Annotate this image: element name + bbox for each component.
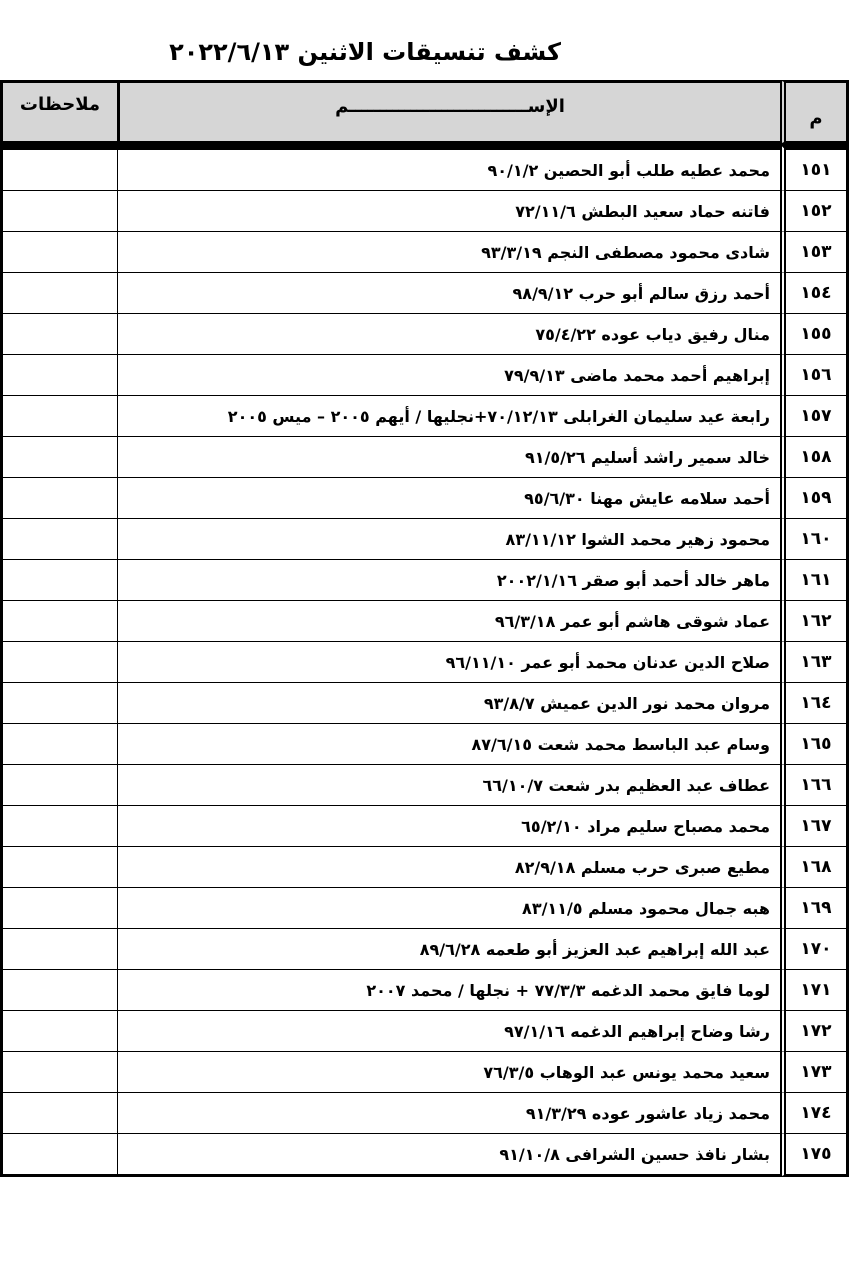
row-notes <box>0 273 117 314</box>
row-name: عطاف عبد العظيم بدر شعت ٦٦/١٠/٧ <box>117 765 780 806</box>
row-number: ١٦٨ <box>780 847 849 888</box>
header-number-label: م <box>809 107 823 129</box>
row-notes <box>0 437 117 478</box>
row-name: محمد عطيه طلب أبو الحصين ٩٠/١/٢ <box>117 144 780 191</box>
table-row <box>0 929 849 970</box>
table-row <box>0 1011 849 1052</box>
row-name: مطيع صبرى حرب مسلم ٨٢/٩/١٨ <box>117 847 780 888</box>
table-row <box>0 519 849 560</box>
row-notes <box>0 724 117 765</box>
row-number: ١٦٠ <box>780 519 849 560</box>
row-number: ١٧٥ <box>780 1134 849 1177</box>
row-notes <box>0 806 117 847</box>
row-name: فاتنه حماد سعيد البطش ٧٢/١١/٦ <box>117 191 780 232</box>
row-number: ١٦٩ <box>780 888 849 929</box>
row-notes <box>0 642 117 683</box>
row-number: ١٧٠ <box>780 929 849 970</box>
row-notes <box>0 601 117 642</box>
row-notes <box>0 314 117 355</box>
row-notes <box>0 1052 117 1093</box>
table-row <box>0 1052 849 1093</box>
row-number: ١٧٢ <box>780 1011 849 1052</box>
table-row <box>0 273 849 314</box>
row-number: ١٥٧ <box>780 396 849 437</box>
table-row <box>0 314 849 355</box>
table-row <box>0 355 849 396</box>
row-number: ١٥٦ <box>780 355 849 396</box>
row-name: محمد مصباح سليم مراد ٦٥/٢/١٠ <box>117 806 780 847</box>
row-number: ١٦٣ <box>780 642 849 683</box>
table-row <box>0 765 849 806</box>
row-name: لوما فايق محمد الدغمه ٧٧/٣/٣ + نجلها / محمد ٢٠٠٧ <box>117 970 780 1011</box>
header-row <box>0 80 849 144</box>
row-notes <box>0 1093 117 1134</box>
table-body <box>0 144 849 1177</box>
row-name: محمد زياد عاشور عوده ٩١/٣/٢٩ <box>117 1093 780 1134</box>
row-number: ١٥٤ <box>780 273 849 314</box>
row-notes <box>0 847 117 888</box>
row-notes <box>0 232 117 273</box>
row-notes <box>0 765 117 806</box>
row-notes <box>0 519 117 560</box>
row-notes <box>0 970 117 1011</box>
row-notes <box>0 355 117 396</box>
table-row <box>0 144 849 191</box>
row-name: عماد شوقى هاشم أبو عمر ٩٦/٣/١٨ <box>117 601 780 642</box>
row-number: ١٥٨ <box>780 437 849 478</box>
row-name: سعيد محمد يونس عبد الوهاب ٧٦/٣/٥ <box>117 1052 780 1093</box>
page-title: كشف تنسيقات الاثنين ٢٠٢٢/٦/١٣ <box>169 38 561 66</box>
row-name: رشا وضاح إبراهيم الدغمه ٩٧/١/١٦ <box>117 1011 780 1052</box>
row-notes <box>0 191 117 232</box>
row-name: عبد الله إبراهيم عبد العزيز أبو طعمه ٨٩/٦/٢٨ <box>117 929 780 970</box>
row-notes <box>0 1134 117 1177</box>
row-name: منال رفيق دياب عوده ٧٥/٤/٢٢ <box>117 314 780 355</box>
row-notes <box>0 144 117 191</box>
row-notes <box>0 478 117 519</box>
row-number: ١٦١ <box>780 560 849 601</box>
row-number: ١٥١ <box>780 144 849 191</box>
row-number: ١٦٥ <box>780 724 849 765</box>
table-row <box>0 642 849 683</box>
header-name <box>117 80 780 144</box>
row-name: إبراهيم أحمد محمد ماضى ٧٩/٩/١٣ <box>117 355 780 396</box>
table-row <box>0 396 849 437</box>
table-row <box>0 232 849 273</box>
row-name: مروان محمد نور الدين عميش ٩٣/٨/٧ <box>117 683 780 724</box>
row-notes <box>0 560 117 601</box>
row-number: ١٧٣ <box>780 1052 849 1093</box>
row-number: ١٥٣ <box>780 232 849 273</box>
row-name: أحمد رزق سالم أبو حرب ٩٨/٩/١٢ <box>117 273 780 314</box>
row-name: خالد سمير راشد أسليم ٩١/٥/٢٦ <box>117 437 780 478</box>
table-row <box>0 191 849 232</box>
row-name: هبه جمال محمود مسلم ٨٣/١١/٥ <box>117 888 780 929</box>
row-notes <box>0 929 117 970</box>
table-row <box>0 601 849 642</box>
row-name: محمود زهير محمد الشوا ٨٣/١١/١٢ <box>117 519 780 560</box>
table-row <box>0 683 849 724</box>
table-row <box>0 437 849 478</box>
row-notes <box>0 1011 117 1052</box>
row-number: ١٥٢ <box>780 191 849 232</box>
table-row <box>0 1134 849 1177</box>
row-number: ١٦٦ <box>780 765 849 806</box>
table-row <box>0 1093 849 1134</box>
row-number: ١٧٤ <box>780 1093 849 1134</box>
row-number: ١٦٤ <box>780 683 849 724</box>
header-notes-label: ملاحظات <box>19 93 101 115</box>
table-row <box>0 847 849 888</box>
row-notes <box>0 683 117 724</box>
row-number: ١٧١ <box>780 970 849 1011</box>
row-name: شادى محمود مصطفى النجم ٩٣/٣/١٩ <box>117 232 780 273</box>
table-row <box>0 888 849 929</box>
row-name: أحمد سلامه عايش مهنا ٩٥/٦/٣٠ <box>117 478 780 519</box>
row-notes <box>0 396 117 437</box>
header-notes <box>0 80 117 144</box>
table-row <box>0 970 849 1011</box>
row-number: ١٦٧ <box>780 806 849 847</box>
row-notes <box>0 888 117 929</box>
row-name: وسام عبد الباسط محمد شعت ٨٧/٦/١٥ <box>117 724 780 765</box>
row-name: ماهر خالد أحمد أبو صقر ٢٠٠٢/١/١٦ <box>117 560 780 601</box>
table-row <box>0 478 849 519</box>
row-number: ١٥٥ <box>780 314 849 355</box>
row-name: صلاح الدين عدنان محمد أبو عمر ٩٦/١١/١٠ <box>117 642 780 683</box>
row-name: رابعة عيد سليمان الغرابلى ٧٠/١٢/١٣+نجليها / أيهم ٢٠٠٥ – ميس ٢٠٠٥ <box>117 396 780 437</box>
header-name-label: الإســـــــــــــــــــــــــــــم <box>335 95 565 117</box>
row-name: بشار نافذ حسين الشرافى ٩١/١٠/٨ <box>117 1134 780 1177</box>
header-number <box>780 80 849 144</box>
row-number: ١٥٩ <box>780 478 849 519</box>
roster-table <box>0 80 849 1177</box>
table-row <box>0 806 849 847</box>
table-row <box>0 560 849 601</box>
table-row <box>0 724 849 765</box>
row-number: ١٦٢ <box>780 601 849 642</box>
table-header <box>0 80 849 144</box>
